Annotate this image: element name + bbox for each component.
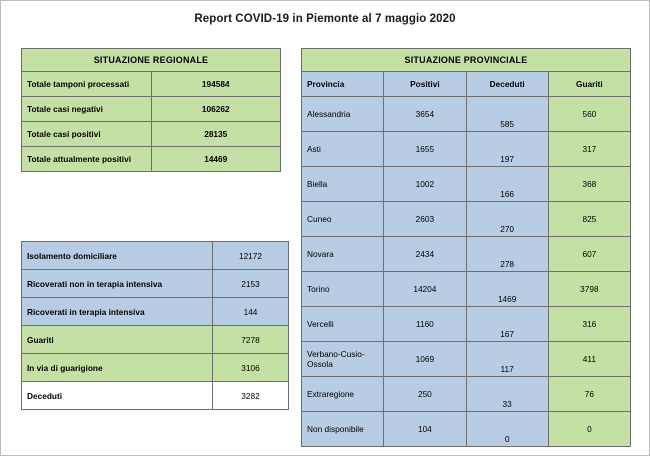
table-header-row bbox=[302, 49, 631, 72]
cell-positivi: 250 bbox=[384, 377, 466, 412]
row-label: Ricoverati in terapia intensiva bbox=[22, 298, 213, 326]
cell-guariti: 368 bbox=[548, 167, 630, 202]
row-label: Guariti bbox=[22, 326, 213, 354]
row-label: Isolamento domiciliare bbox=[22, 242, 213, 270]
table-row bbox=[22, 354, 289, 382]
cell-deceduti: 278 bbox=[466, 237, 548, 272]
table-row bbox=[22, 326, 289, 354]
cell-provincia: Novara bbox=[302, 237, 384, 272]
cell-positivi: 104 bbox=[384, 412, 466, 447]
cell-positivi: 1160 bbox=[384, 307, 466, 342]
row-label: Totale attualmente positivi bbox=[22, 147, 152, 172]
row-label: Deceduti bbox=[22, 382, 213, 410]
cell-provincia: Asti bbox=[302, 132, 384, 167]
row-value: 194584 bbox=[151, 72, 281, 97]
cell-provincia: Cuneo bbox=[302, 202, 384, 237]
table-row bbox=[22, 122, 281, 147]
row-value: 28135 bbox=[151, 122, 281, 147]
regional-table-title: SITUAZIONE REGIONALE bbox=[22, 49, 281, 72]
table-row bbox=[302, 237, 631, 272]
column-header-deceduti: Deceduti bbox=[466, 72, 548, 97]
column-header-row bbox=[302, 72, 631, 97]
row-value: 14469 bbox=[151, 147, 281, 172]
page-title: Report COVID-19 in Piemonte al 7 maggio 2020 bbox=[194, 13, 456, 25]
cell-guariti: 560 bbox=[548, 97, 630, 132]
column-header-provincia: Provincia bbox=[302, 72, 384, 97]
table-row bbox=[22, 298, 289, 326]
cell-deceduti: 166 bbox=[466, 167, 548, 202]
table-row bbox=[22, 270, 289, 298]
row-value: 3106 bbox=[213, 354, 289, 382]
cell-deceduti: 197 bbox=[466, 132, 548, 167]
cell-guariti: 0 bbox=[548, 412, 630, 447]
cell-positivi: 1655 bbox=[384, 132, 466, 167]
cell-deceduti: 167 bbox=[466, 307, 548, 342]
regional-detail-table bbox=[21, 241, 289, 410]
cell-provincia: Extraregione bbox=[302, 377, 384, 412]
cell-provincia: Vercelli bbox=[302, 307, 384, 342]
cell-positivi: 1002 bbox=[384, 167, 466, 202]
row-label: Totale casi positivi bbox=[22, 122, 152, 147]
cell-provincia: Verbano-Cusio-Ossola bbox=[302, 342, 384, 377]
provincial-table bbox=[301, 48, 631, 447]
row-value: 3282 bbox=[213, 382, 289, 410]
cell-positivi: 3654 bbox=[384, 97, 466, 132]
row-label: Totale tamponi processati bbox=[22, 72, 152, 97]
column-header-positivi: Positivi bbox=[384, 72, 466, 97]
row-value: 106262 bbox=[151, 97, 281, 122]
table-row bbox=[302, 307, 631, 342]
cell-provincia: Biella bbox=[302, 167, 384, 202]
column-header-guariti: Guariti bbox=[548, 72, 630, 97]
cell-provincia: Non disponibile bbox=[302, 412, 384, 447]
row-label: Totale casi negativi bbox=[22, 97, 152, 122]
table-row bbox=[22, 242, 289, 270]
cell-provincia: Alessandria bbox=[302, 97, 384, 132]
table-row bbox=[22, 147, 281, 172]
table-row bbox=[302, 377, 631, 412]
table-row bbox=[302, 272, 631, 307]
cell-deceduti: 1469 bbox=[466, 272, 548, 307]
cell-provincia: Torino bbox=[302, 272, 384, 307]
cell-guariti: 411 bbox=[548, 342, 630, 377]
provincial-table-title: SITUAZIONE PROVINCIALE bbox=[302, 49, 631, 72]
row-value: 7278 bbox=[213, 326, 289, 354]
table-header-row bbox=[22, 49, 281, 72]
row-value: 2153 bbox=[213, 270, 289, 298]
table-row bbox=[302, 412, 631, 447]
regional-summary-table bbox=[21, 48, 281, 172]
cell-guariti: 607 bbox=[548, 237, 630, 272]
cell-deceduti: 270 bbox=[466, 202, 548, 237]
table-row bbox=[22, 97, 281, 122]
row-value: 144 bbox=[213, 298, 289, 326]
row-value: 12172 bbox=[213, 242, 289, 270]
cell-deceduti: 0 bbox=[466, 412, 548, 447]
cell-positivi: 2434 bbox=[384, 237, 466, 272]
row-label: Ricoverati non in terapia intensiva bbox=[22, 270, 213, 298]
table-row bbox=[22, 382, 289, 410]
table-row bbox=[22, 72, 281, 97]
cell-positivi: 14204 bbox=[384, 272, 466, 307]
row-label: In via di guarigione bbox=[22, 354, 213, 382]
cell-deceduti: 585 bbox=[466, 97, 548, 132]
cell-deceduti: 117 bbox=[466, 342, 548, 377]
table-row bbox=[302, 167, 631, 202]
cell-guariti: 3798 bbox=[548, 272, 630, 307]
table-row bbox=[302, 132, 631, 167]
cell-deceduti: 33 bbox=[466, 377, 548, 412]
cell-guariti: 316 bbox=[548, 307, 630, 342]
table-row bbox=[302, 202, 631, 237]
cell-guariti: 317 bbox=[548, 132, 630, 167]
cell-positivi: 2603 bbox=[384, 202, 466, 237]
cell-guariti: 76 bbox=[548, 377, 630, 412]
table-row bbox=[302, 342, 631, 377]
table-row bbox=[302, 97, 631, 132]
cell-guariti: 825 bbox=[548, 202, 630, 237]
cell-positivi: 1069 bbox=[384, 342, 466, 377]
